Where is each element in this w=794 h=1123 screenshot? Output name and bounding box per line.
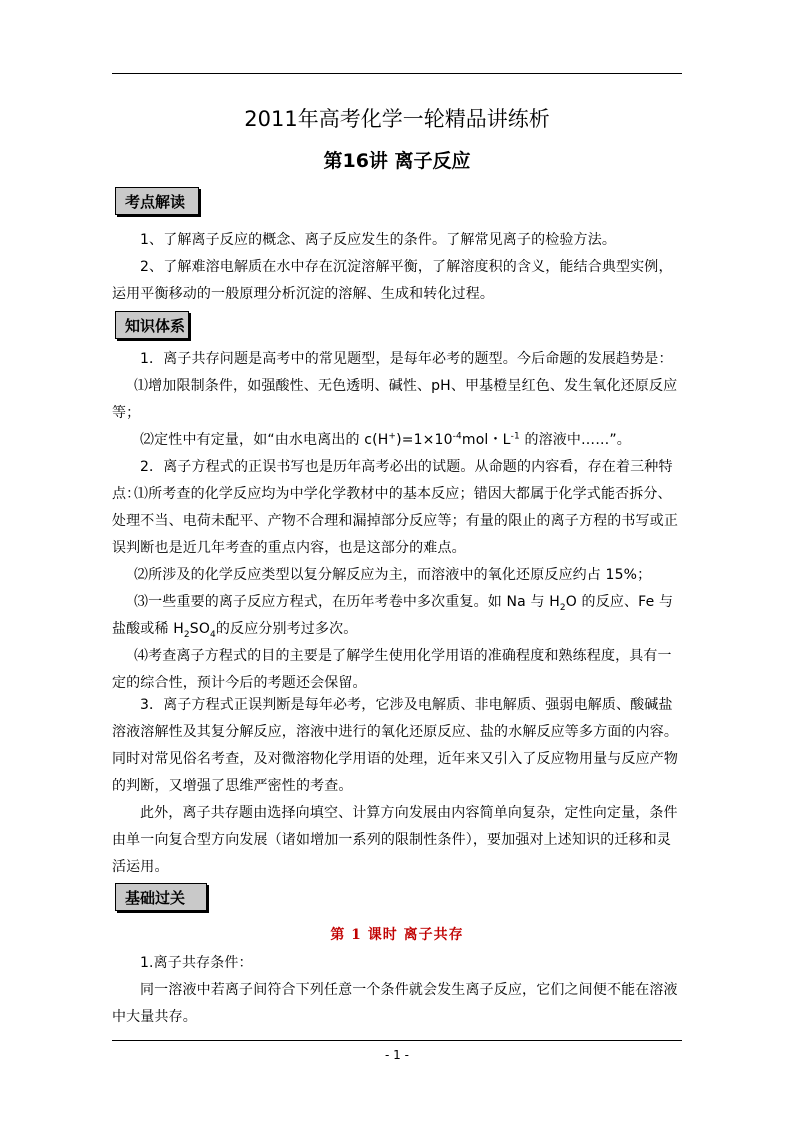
document-title: 2011年高考化学一轮精品讲练析 <box>244 107 550 131</box>
zhishi-paragraph-1: 1．离子共存问题是高考中的常见题型，是每年必考的题型。今后命题的发展趋势是： <box>140 351 673 367</box>
kaodian-paragraph-2: 2、了解难溶电解质在水中存在沉淀溶解平衡，了解溶度积的含义，能结合典型实例，运用平衡移动的一般原理分析沉淀的溶解、生成和转化过程。 <box>112 259 673 302</box>
section-heading-jichu: 基础过关 <box>115 883 207 911</box>
footer-rule <box>112 1040 682 1041</box>
superscript: + <box>388 431 397 442</box>
text-run: SO <box>189 621 210 637</box>
subscript: 4 <box>210 629 216 640</box>
jichu-paragraph-2: 同一溶液中若离子间符合下列任意一个条件就会发生离子反应，它们之间便不能在溶液中大量共存。 <box>112 982 678 1025</box>
zhishi-paragraph-2: ⑴增加限制条件，如强酸性、无色透明、碱性、pH、甲基橙呈红色、发生氧化还原反应等； <box>112 378 678 421</box>
superscript: -4 <box>452 431 462 442</box>
lesson-title: 第 1 课时 离子共存 <box>330 927 464 943</box>
header-rule <box>112 73 682 74</box>
zhishi-paragraph-4: 2．离子方程式的正误书写也是历年高考必出的试题。从命题的内容看，存在着三种特点： <box>112 459 673 502</box>
zhishi-paragraph-3 <box>112 427 684 454</box>
text-run: mol・L <box>461 432 511 448</box>
zhishi-paragraph-6: ⑵所涉及的化学反应类型以复分解反应为主，而溶液中的氧化还原反应约占 15%； <box>134 567 652 583</box>
zhishi-paragraph-9: 3．离子方程式正误判断是每年必考，它涉及电解质、非电解质、强弱电解质、酸碱盐溶液溶解性及其复分解反应，溶液中进行的氧化还原反应、盐的水解反应等多方面的内容。同时对常见俗名考查，及对微溶物化学用语的处理，近年来又引入了反应物用量与反应产物的判断，又增强了思维严密性的考查。 <box>112 697 678 794</box>
text-run: ⑶一些重要的离子反应方程式，在历年考卷中多次重复。如 Na 与 H <box>134 594 560 610</box>
text-run: )=1×10 <box>396 432 453 448</box>
zhishi-paragraph-10: 此外，离子共存题由选择向填空、计算方向发展由内容简单向复杂，定性向定量，条件由单一向复合型方向发展（诸如增加一系列的限制性条件），要加强对上述知识的迁移和灵活运用。 <box>112 805 678 875</box>
section-heading-zhishi: 知识体系 <box>115 311 189 339</box>
page-number: - 1 - <box>385 1048 409 1062</box>
zhishi-paragraph-8: ⑷考查离子方程式的目的主要是了解学生使用化学用语的准确程度和熟练程度，具有一定的综合性，预计今后的考题还会保留。 <box>112 648 672 691</box>
text-run: 的反应分别考过多次。 <box>215 621 358 637</box>
lecture-title: 第16讲 离子反应 <box>323 150 471 172</box>
text-run: 的溶液中……”。 <box>519 432 631 448</box>
text-run: O 的反应、Fe 与盐酸或稀 H <box>112 594 674 637</box>
text-run: ⑵定性中有定量，如“由水电离出的 c(H <box>140 432 389 448</box>
subscript: 2 <box>183 629 190 640</box>
zhishi-paragraph-7 <box>112 589 684 643</box>
section-heading-kaodian: 考点解读 <box>115 187 199 215</box>
subscript: 2 <box>559 602 566 613</box>
jichu-paragraph-1: 1.离子共存条件： <box>140 955 253 971</box>
zhishi-paragraph-5: ⑴所考查的化学反应均为中学化学教材中的基本反应；错因大都属于化学式能否拆分、处理不当、电荷未配平、产物不合理和漏掉部分反应等；有量的限止的离子方程的书写或正误判断也是近几年考查的重点内容，也是这部分的难点。 <box>112 486 678 556</box>
kaodian-paragraph-1: 1、了解离子反应的概念、离子反应发生的条件。了解常见离子的检验方法。 <box>140 232 617 248</box>
superscript: -1 <box>510 431 520 442</box>
